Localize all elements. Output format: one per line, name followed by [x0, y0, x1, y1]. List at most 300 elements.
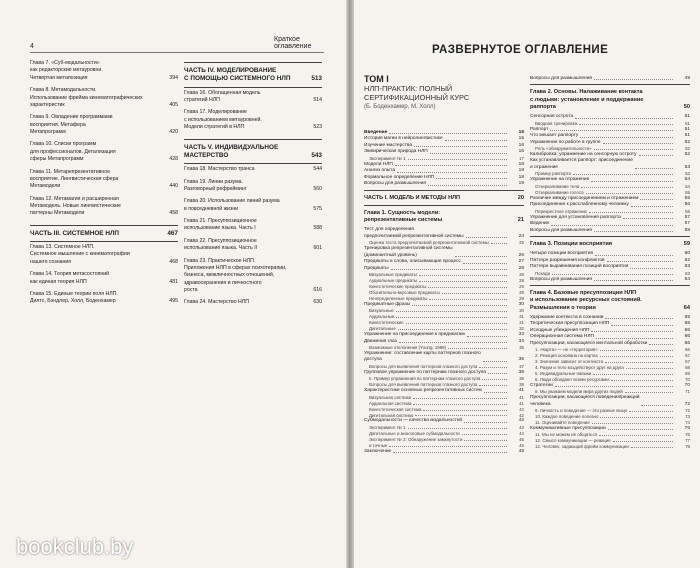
leader-dots	[436, 178, 507, 179]
toc-entry-page: 514	[313, 97, 322, 104]
leader-dots	[591, 331, 673, 332]
right-toc-column-2	[530, 70, 690, 450]
leader-dots	[445, 140, 507, 141]
leader-dots	[594, 149, 673, 150]
toc-chapter-heading	[530, 290, 690, 312]
toc-entry-page: 53	[684, 164, 690, 170]
left-page-number: 4	[30, 43, 34, 50]
toc-entry-page: 29	[519, 290, 524, 296]
toc-entry-text: Глава 12. Метамагия и расширенная Метамодель. Новые лингвистические паттерны Метамодели	[30, 195, 121, 217]
toc-entry-page: 51	[685, 120, 690, 126]
toc-entry-page: 26	[518, 252, 524, 258]
leader-dots	[393, 452, 507, 453]
toc-entry-page: 28	[519, 272, 524, 278]
toc-entry-text: Перекрестное отражение	[535, 208, 587, 214]
toc-entry-page: 18	[518, 161, 524, 167]
toc-entry-text: Глава 24. Мастерство НЛП	[184, 299, 249, 306]
leader-dots	[625, 392, 673, 393]
section-heading-page: 64	[683, 304, 690, 311]
toc-entry-page: 28	[519, 278, 524, 284]
toc-entry-text: Глава 19. Линии разума. Разговорный рефрейминг	[184, 178, 247, 192]
toc-entry-text: Глава 15. Единые теории поля НЛП. Дилтс, Бэндлер, Холл, Боденхамер	[30, 290, 118, 305]
toc-entry-page: 62	[684, 257, 690, 263]
section-divider	[184, 87, 322, 88]
leader-dots	[649, 344, 673, 345]
toc-entry-page: 28	[518, 265, 524, 271]
toc-chapter-entry	[184, 179, 322, 194]
leader-dots	[419, 281, 507, 282]
toc-entry-text: Глава 23. Практическое НЛП. Приложения НЛП в сферах психотерапии, бизнеса, межличностных отношений, здравоохранения и личностного роста	[184, 257, 287, 294]
toc-entry-text: 11. Оценивайте поведение	[535, 420, 590, 426]
toc-entry-text: Обонятельно-вкусовые предикаты	[369, 290, 440, 296]
toc-entry-page: 65	[684, 321, 690, 327]
toc-part-heading	[184, 67, 322, 84]
toc-entry-text: Вопросы для размышления	[364, 181, 426, 187]
toc-chapter-heading	[530, 241, 690, 248]
toc-entry	[530, 76, 690, 82]
leader-dots	[595, 255, 673, 256]
toc-entry-text: Предикаты	[364, 265, 389, 271]
leader-dots	[623, 218, 673, 219]
toc-entry-text: Пример раппорта	[535, 171, 572, 177]
toc-entry-text: 11. Мы не можем не общаться	[535, 432, 598, 438]
toc-entry-page: 63	[684, 264, 690, 270]
volume-heading	[364, 74, 524, 110]
leader-dots	[607, 261, 673, 262]
leader-dots	[594, 79, 673, 80]
section-divider	[530, 285, 690, 286]
leader-dots	[464, 440, 507, 441]
toc-entry-page: 36	[518, 357, 524, 363]
toc-entry-text: Глава 18. Мастерство транса	[184, 166, 255, 173]
toc-chapter-entry	[184, 258, 322, 295]
toc-entry-page: 69	[685, 370, 690, 376]
toc-entry-text: Глава 14. Теория метасостояний как единая теория НЛП	[30, 271, 110, 285]
leader-dots	[605, 318, 673, 319]
toc-entry-page: 32	[519, 326, 524, 332]
toc-entry-page: 66	[684, 327, 690, 333]
toc-entry-text: 9. Личность и поведение — это разные вещи	[535, 408, 628, 414]
toc-entry-text: Визуальные	[369, 308, 394, 314]
toc-entry-text: Модели НЛП	[364, 161, 393, 167]
leader-dots	[423, 410, 507, 411]
toc-entry-page: 66	[684, 340, 690, 346]
toc-entry-page: 70	[685, 376, 690, 382]
toc-entry-text: Ведение	[530, 221, 550, 227]
spacer	[30, 218, 178, 223]
toc-entry-page: 49	[684, 76, 690, 81]
toc-entry	[530, 277, 690, 283]
toc-entry-page: 78	[685, 444, 690, 450]
toc-entry-text: Дигитальные и аналоговые субмодальности	[369, 430, 460, 436]
toc-entry-text: Вопросы для выявления паттернов глазного доступа	[369, 382, 478, 388]
toc-entry-text: Различие между присоединением и отражением	[530, 195, 639, 201]
toc-entry-page: 18	[518, 168, 524, 174]
leader-dots	[408, 428, 507, 429]
toc-entry-text: Вопросы для размышления	[530, 76, 592, 81]
leader-dots	[442, 293, 507, 294]
toc-entry-page: 41	[519, 394, 524, 400]
leader-dots	[463, 263, 507, 264]
toc-entry-text: Возможные отклонения (Young, 1999)	[369, 345, 447, 351]
section-divider	[184, 163, 322, 164]
toc-entry-page: 616	[313, 287, 322, 294]
toc-chapter-heading	[364, 210, 524, 225]
toc-entry-page: 65	[684, 314, 690, 320]
leader-dots	[605, 362, 673, 363]
toc-entry-text: и точные	[369, 442, 388, 448]
toc-entry-page: 52	[685, 146, 690, 152]
toc-chapter-entry	[30, 244, 178, 266]
toc-entry-text: Глава 20. Использование линий разума в повседневной жизни	[184, 198, 280, 212]
toc-entry-text: Раппорт	[530, 126, 549, 132]
toc-entry-text: Изучение мастерства	[364, 142, 413, 148]
toc-chapter-entry	[30, 271, 178, 286]
section-heading-page: 513	[311, 75, 322, 83]
toc-entry-page: 420	[169, 129, 178, 135]
toc-entry-text: Вводная тренировка	[535, 120, 578, 126]
toc-entry-text: Эксперимент № 2: Обнаружение замкнутости	[369, 436, 463, 442]
leader-dots	[479, 367, 507, 368]
toc-entry-text: Операционная система НЛП	[530, 334, 594, 340]
leader-dots	[396, 317, 507, 318]
leader-dots	[550, 130, 673, 131]
leader-dots	[455, 256, 507, 257]
toc-entry-text: Кинестетические предикаты	[369, 284, 427, 290]
toc-entry-page: 394	[169, 74, 178, 81]
toc-entry-text: Глава 11. Метарепрезентативное восприятие. Лингвистическая сфера Метамодели	[30, 168, 119, 190]
toc-entry-text: Эксперимент № 1	[369, 155, 406, 161]
toc-entry-page: 45	[519, 442, 524, 448]
toc-chapter-entry	[30, 114, 178, 136]
left-toc-column-2	[184, 60, 322, 312]
toc-entry-page: 45	[519, 436, 524, 442]
leader-dots	[399, 342, 507, 343]
watermark: bookclub.by	[16, 534, 134, 559]
toc-entry-text: Дигитальные	[369, 326, 396, 332]
toc-entry-text: 12. Человек, задающий фрейм коммуникации	[535, 444, 629, 450]
leader-dots	[592, 423, 673, 424]
toc-entry-page: 35	[519, 345, 524, 351]
leader-dots	[398, 329, 507, 330]
toc-entry-page: 29	[519, 284, 524, 290]
toc-entry-page: 575	[313, 205, 322, 212]
toc-entry-text: Дигитальная система	[369, 412, 413, 418]
toc-entry-page: 33	[518, 332, 524, 338]
section-divider	[184, 62, 322, 63]
toc-entry-page: 19	[518, 181, 524, 187]
toc-entry-text: Анализ опыта	[364, 168, 396, 174]
leader-dots	[419, 275, 507, 276]
leader-dots	[640, 199, 673, 200]
leader-dots	[611, 380, 673, 381]
toc-entry-page: 56	[684, 202, 690, 208]
toc-entry-text: Отзеркаливание тела	[535, 183, 580, 189]
section-heading-page: 59	[683, 240, 690, 247]
toc-entry-page: 41	[519, 400, 524, 406]
leader-dots	[413, 404, 507, 405]
toc-part-heading	[30, 230, 178, 238]
toc-entry-page: 39	[519, 382, 524, 388]
toc-entry-text: Паттерн выравнивания позиций восприятия	[530, 264, 629, 270]
toc-entry-text: Тест для определения предпочитаемой репрезентативной системы	[364, 227, 464, 239]
section-heading-text: Глава 1. Сущность модели: репрезентативные системы	[364, 209, 443, 224]
toc-entry-page: 52	[684, 152, 690, 158]
leader-dots	[395, 165, 507, 166]
toc-entry-page: 44	[519, 430, 524, 436]
leader-dots	[589, 212, 673, 213]
toc-entry-text: Эмпирическая природа НЛП	[364, 149, 428, 155]
leader-dots	[596, 338, 673, 339]
toc-chapter-heading	[530, 89, 690, 111]
section-heading-text: ЧАСТЬ IV. МОДЕЛИРОВАНИЕ С ПОМОЩЬЮ СИСТЕМНОГО НЛП	[184, 67, 291, 83]
toc-entry-text: Как устанавливается раппорт: присоединение и отражение	[530, 158, 633, 170]
spacer	[184, 307, 322, 312]
leader-dots	[600, 350, 673, 351]
section-divider	[30, 225, 178, 226]
toc-entry-page: 31	[519, 314, 524, 320]
spacer	[184, 132, 322, 137]
leader-dots	[552, 274, 673, 275]
leader-dots	[488, 373, 507, 374]
toc-part-heading	[184, 144, 322, 161]
toc-entry-page: 27	[518, 259, 524, 265]
toc-entry	[364, 449, 524, 455]
toc-entry-text: Глава 17. Моделирование с использованием метауровней. Модели стратегий в НЛП	[184, 109, 262, 131]
toc-entry-page: 51	[684, 114, 690, 120]
leader-dots	[594, 231, 673, 232]
leader-dots	[608, 429, 673, 430]
leader-dots	[603, 143, 673, 144]
section-divider	[30, 241, 178, 242]
leader-dots	[428, 185, 507, 186]
toc-entry-text: Упражнение для установления раппорта	[530, 214, 621, 220]
toc-entry-page: 68	[685, 365, 690, 371]
toc-entry-text: Глава 7. «Суб-модальности» как редакторские метауровни. Четвертая метапозиция	[30, 60, 103, 81]
toc-entry-text: Четыре позиции восприятия	[530, 251, 594, 257]
toc-entry	[530, 395, 690, 408]
toc-entry	[530, 444, 690, 450]
section-heading-page: 543	[311, 151, 322, 159]
toc-entry-text: Упражнение на присоединение к предикатам	[364, 332, 465, 338]
leader-dots	[415, 415, 507, 416]
leader-dots	[600, 356, 673, 357]
toc-entry-text: Глава 8. Метамодальности. Использование фрейма кинематографических характеристик	[30, 87, 143, 108]
toc-entry-page: 481	[169, 278, 178, 285]
left-page	[0, 0, 346, 568]
toc-entry-text: Вопросы для размышления	[530, 276, 592, 282]
section-heading-text: ЧАСТЬ III. СИСТЕМНОЕ НЛП	[30, 229, 120, 237]
section-heading-text: Глава 4. Базовые пресуппозиции НЛП и использование ресурсных состояний. Размышления о теории	[530, 290, 642, 311]
section-heading-page: 20	[517, 194, 524, 201]
volume-number: ТОМ I	[364, 74, 389, 84]
toc-entry	[530, 158, 690, 171]
section-heading-text: ЧАСТЬ I. МОДЕЛЬ И МЕТОДЫ НЛП	[364, 194, 461, 201]
toc-entry-page: 440	[169, 183, 178, 190]
toc-entry-page: 15	[518, 136, 524, 142]
toc-chapter-entry	[30, 196, 178, 218]
toc-chapter-entry	[184, 166, 322, 173]
toc-entry-page: 57	[684, 221, 690, 227]
section-divider	[364, 205, 524, 206]
leader-dots	[391, 269, 507, 270]
toc-entry-page: 16	[518, 142, 524, 148]
toc-entry-text: Характеристики основных репрезентативных систем	[364, 388, 482, 394]
toc-entry-page: 48	[518, 448, 524, 454]
leader-dots	[389, 133, 507, 134]
toc-entry-page: 51	[684, 133, 690, 139]
toc-entry-page: 76	[685, 432, 690, 438]
toc-entry-text: Роль «обнаружительности»	[535, 146, 592, 152]
toc-entry-page: 67	[685, 359, 690, 365]
toc-entry-text: Сенсорная острота	[530, 114, 574, 120]
toc-entry-text: Предикатные фразы	[364, 301, 411, 307]
toc-entry-page: 60	[684, 251, 690, 257]
toc-entry-page: 428	[169, 156, 178, 163]
toc-entry-text: Глава 9. Овладение программами восприятия. Метафера Метапрограмм	[30, 114, 113, 135]
toc-entry-text: 10. Каждое поведение полезно	[535, 414, 599, 420]
toc-entry-text: Удержание контекста в сознании	[530, 314, 604, 320]
leader-dots	[483, 361, 507, 362]
toc-entry-page: 66	[684, 334, 690, 340]
toc-entry-text: Кинестетическая система	[369, 406, 422, 412]
toc-entry-page: 25	[519, 240, 524, 246]
toc-entry-text: Аудиальные	[369, 314, 395, 320]
leader-dots	[464, 422, 507, 423]
leader-dots	[462, 434, 507, 435]
leader-dots	[600, 417, 673, 418]
toc-entry-text: Упражнение на отражение	[530, 177, 590, 183]
toc-entry-page: 54	[685, 183, 690, 189]
toc-entry-page: 30	[518, 301, 524, 307]
leader-dots	[412, 305, 507, 306]
toc-entry-page: 38	[519, 376, 524, 382]
right-toc-column-1	[364, 130, 524, 455]
leader-dots	[641, 405, 673, 406]
toc-entry-text: Позади	[535, 270, 551, 276]
leader-dots	[491, 243, 507, 244]
toc-entry-text: 8. Мы уважаем модели мира других людей	[535, 389, 623, 395]
toc-entry-page: 58	[684, 227, 690, 233]
toc-entry-text: 4. Разум и тело воздействуют друг на друга	[535, 365, 624, 371]
left-running-header	[30, 36, 324, 53]
toc-entry-page: 41	[518, 388, 524, 394]
toc-entry-text: 5. Индивидуальные навыки	[535, 370, 592, 376]
toc-entry-text: 1. «Карта» — не «территория»	[535, 347, 598, 353]
leader-dots	[396, 311, 507, 312]
toc-entry-page: 42	[519, 412, 524, 418]
toc-entry-text: Неопределенные предикаты	[369, 295, 428, 301]
toc-entry-text: История магии в нейролингвистике	[364, 136, 443, 142]
leader-dots	[551, 225, 673, 226]
section-heading-text: Глава 2. Основы. Налаживание контакта с людьми: установление и поддержание раппорта	[530, 89, 644, 110]
leader-dots	[428, 287, 507, 288]
toc-entry-text: Визуальные предикаты	[369, 272, 417, 278]
volume-title: НЛП-ПРАКТИК: ПОЛНЫЙ СЕРТИФИКАЦИОННЫЙ КУРС	[364, 84, 470, 103]
toc-entry-page: 76	[684, 425, 690, 431]
leader-dots	[631, 447, 673, 448]
leader-dots	[613, 441, 673, 442]
left-running-head: Краткое оглавление	[274, 36, 312, 50]
section-heading-text: Глава 3. Позиции восприятия	[530, 240, 613, 247]
leader-dots	[626, 368, 673, 369]
toc-entry-page: 56	[685, 208, 690, 214]
toc-chapter-entry	[30, 87, 178, 109]
toc-entry-text: Глава 16. Обогащенная модель стратегий НЛП	[184, 89, 261, 104]
toc-entry-page: 55	[684, 195, 690, 201]
leader-dots	[599, 435, 673, 436]
toc-entry-text: Упражнение по работе в группе	[530, 139, 601, 145]
toc-entry-page: 458	[169, 210, 178, 217]
toc-chapter-entry	[184, 238, 322, 253]
toc-entry-page: 70	[684, 382, 690, 388]
toc-entry-text: Паттерн разрешения конфликтов	[530, 257, 605, 263]
toc-entry-text: Присоединение к расслабленному человеку	[530, 202, 629, 208]
toc-chapter-entry	[30, 291, 178, 306]
toc-entry	[364, 181, 524, 187]
toc-entry-page: 52	[684, 139, 690, 145]
toc-entry-text: Глава 10. Списки программ для профессионалов. Детализация сферы Метапрограмм	[30, 141, 116, 163]
section-heading-page: 21	[517, 217, 524, 224]
leader-dots	[406, 323, 507, 324]
toc-entry-page: 63	[685, 270, 690, 276]
leader-dots	[414, 146, 507, 147]
toc-entry-text: Исходные убеждения НЛП	[530, 327, 590, 333]
toc-entry-page: 55	[685, 189, 690, 195]
volume-authors: (Б. Боденхамер, М. Холл)	[364, 104, 436, 111]
toc-entry-text: Визуальная система	[369, 394, 411, 400]
toc-entry-page: 51	[684, 126, 690, 132]
toc-entry-page: 57	[684, 214, 690, 220]
toc-entry	[530, 228, 690, 234]
toc-entry-text: Глава 22. Пресуппозиционное использование языка. Часть II	[184, 237, 258, 252]
leader-dots	[484, 392, 507, 393]
toc-entry-page: 560	[313, 185, 322, 192]
section-divider	[184, 139, 322, 140]
toc-entry-text: Теоретическая пресуппозиция НЛП	[530, 321, 610, 327]
toc-entry-page: 42	[519, 406, 524, 412]
toc-entry-page: 544	[313, 166, 322, 173]
toc-entry-page: 53	[685, 171, 690, 177]
toc-entry-text: Отзеркаливание голоса	[535, 189, 584, 195]
right-page	[354, 0, 700, 568]
leader-dots	[580, 137, 673, 138]
toc-chapter-entry	[184, 109, 322, 131]
book-gutter	[346, 0, 354, 568]
toc-entry-text: 2. Реакция основана на картах	[535, 353, 598, 359]
toc-entry-text: Формальное определение НЛП	[364, 174, 435, 180]
section-divider	[530, 84, 690, 85]
section-heading-page: 50	[683, 104, 690, 110]
toc-entry-page: 71	[685, 389, 690, 395]
toc-entry-text: Аудиальная система	[369, 400, 412, 406]
toc-entry-page: 468	[169, 258, 178, 265]
leader-dots	[429, 299, 507, 300]
leader-dots	[555, 386, 673, 387]
toc-entry-text: Тренировка репрезентативной системы (доминантный уровень)	[364, 246, 453, 258]
leader-dots	[581, 187, 673, 188]
toc-entry-page: 43	[519, 424, 524, 430]
toc-part-heading	[364, 195, 524, 202]
toc-entry-text: Коммуникативные пресуппозиции	[530, 425, 606, 431]
toc-entry-page: 18	[518, 174, 524, 180]
toc-entry-page: 17	[519, 155, 524, 161]
toc-entry-page: 16	[518, 149, 524, 155]
toc-chapter-entry	[30, 141, 178, 163]
toc-entry-page: 73	[685, 414, 690, 420]
section-divider	[364, 190, 524, 191]
toc-entry-text: Оценка теста предпочитаемой репрезентативной системы	[369, 240, 489, 246]
